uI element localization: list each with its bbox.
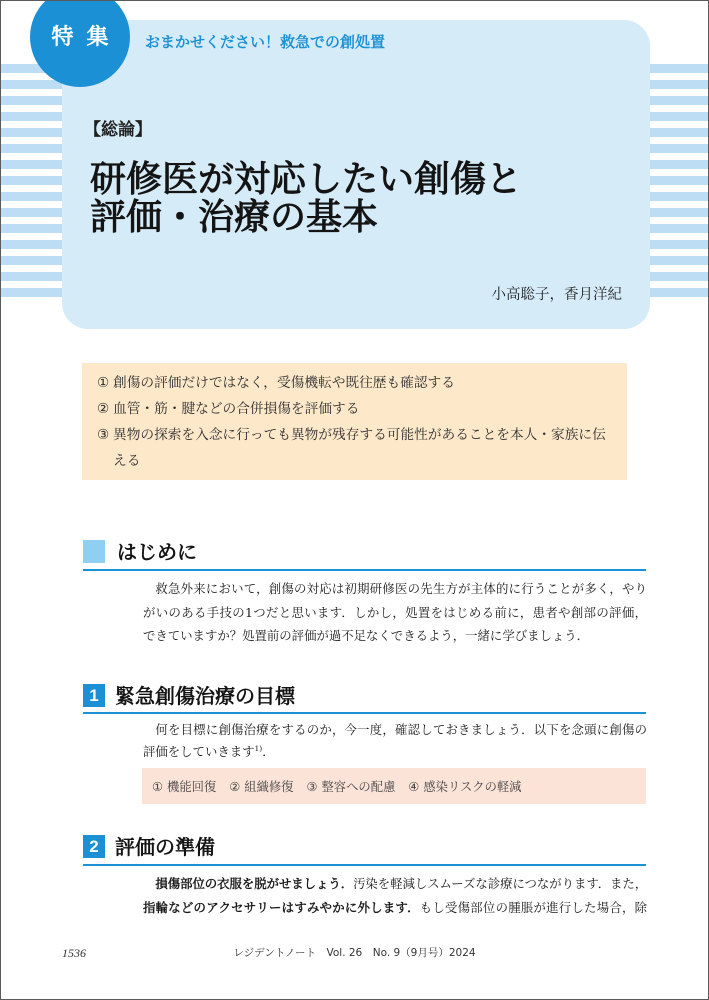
paragraph-line: 何を目標に創傷治療をするのか，今一度，確認しておきましょう．以下を念頭に創傷の	[155, 722, 647, 737]
goal-label: 整容への配慮	[321, 780, 396, 794]
treatment-goal	[306, 777, 395, 795]
page-number: 1536	[62, 946, 86, 960]
intro-paragraph	[143, 577, 647, 648]
title-line: 研修医が対応したい創傷と	[90, 159, 523, 200]
author-byline: 小高聡子，香月洋紀	[491, 287, 622, 303]
intro-heading: はじめに	[117, 540, 197, 564]
goals-paragraph	[143, 719, 647, 763]
key-point-text	[113, 396, 359, 422]
section-number: 1	[89, 685, 99, 705]
section-number-badge	[83, 835, 105, 858]
goal-label: 機能回復	[167, 780, 217, 794]
key-point	[97, 422, 627, 474]
goal-label: 感染リスクの軽減	[423, 780, 522, 794]
paragraph-line	[143, 741, 647, 763]
article-category: 【総論】	[84, 120, 152, 140]
right-stripe-band	[649, 64, 709, 304]
goal-marker: ①	[152, 780, 164, 794]
key-point-marker: ③	[97, 427, 110, 443]
section-number: 2	[89, 836, 99, 856]
key-point-text	[113, 422, 606, 474]
journal-info: レジデントノート Vol. 26 No. 9（9月号）2024	[233, 947, 476, 959]
title-line: 評価・治療の基本	[90, 197, 379, 238]
goal-marker: ③	[306, 780, 318, 794]
key-point-line: 異物の探索を入念に行っても異物が残存する可能性があることを本人・家族に伝	[113, 427, 606, 443]
key-point	[97, 396, 627, 422]
series-title: おまかせください！救急での創処置	[145, 33, 386, 51]
paragraph-line	[143, 896, 647, 920]
treatment-goal	[229, 777, 293, 795]
key-point-marker: ①	[97, 375, 110, 391]
intro-heading-marker	[83, 540, 105, 563]
goals-heading: 緊急創傷治療の目標	[115, 684, 295, 708]
goal-marker: ④	[408, 780, 420, 794]
key-point-line: 血管・筋・腱などの合併損傷を評価する	[113, 401, 360, 417]
preparation-heading: 評価の準備	[115, 835, 215, 859]
emphasis-text: 指輪などのアクセサリーはすみやかに外します．	[143, 900, 420, 915]
feature-badge-label: 特集	[51, 25, 122, 50]
goal-marker: ②	[229, 780, 241, 794]
key-point-line: 創傷の評価だけではなく，受傷機転や既往歴も確認する	[113, 375, 455, 391]
intro-heading-rule	[83, 569, 646, 571]
paragraph-line: がいのある手技の1つだと思います．しかし，処置をはじめる前に，患者や創部の評価，	[143, 604, 647, 620]
emphasis-text: 損傷部位の衣服を脱がせましょう．	[155, 876, 354, 891]
preparation-paragraph	[143, 872, 647, 920]
paragraph-text: 評価をしていきます	[143, 744, 255, 759]
paragraph-line: できていますか？処置前の評価が過不足なくできるよう，一緒に学びましょう．	[143, 628, 590, 643]
citation-ref: 1)	[254, 744, 263, 753]
goal-label: 組織修復	[244, 780, 294, 794]
paragraph-line: 救急外来において，創傷の対応は初期研修医の先生方が主体的に行うことが多く，やり	[155, 581, 647, 596]
key-point-text	[113, 370, 455, 396]
paragraph-text: もし受傷部位の腫脹が進行した場合，除	[419, 900, 648, 915]
key-point	[97, 370, 627, 396]
treatment-goals-box	[142, 768, 646, 804]
preparation-heading-rule	[83, 864, 646, 866]
section-number-badge	[83, 684, 105, 707]
goals-heading-rule	[83, 712, 646, 714]
paragraph-text: 汚染を軽減しスムーズな診療につながります．また，	[353, 876, 647, 891]
treatment-goal	[408, 777, 521, 795]
article-title	[90, 161, 522, 237]
key-points-box	[82, 363, 627, 480]
left-stripe-band	[1, 64, 63, 304]
key-point-marker: ②	[97, 401, 110, 417]
paragraph-text: ．	[262, 744, 275, 759]
key-point-line: える	[113, 453, 141, 469]
treatment-goal	[152, 777, 216, 795]
paragraph-line	[143, 872, 647, 896]
